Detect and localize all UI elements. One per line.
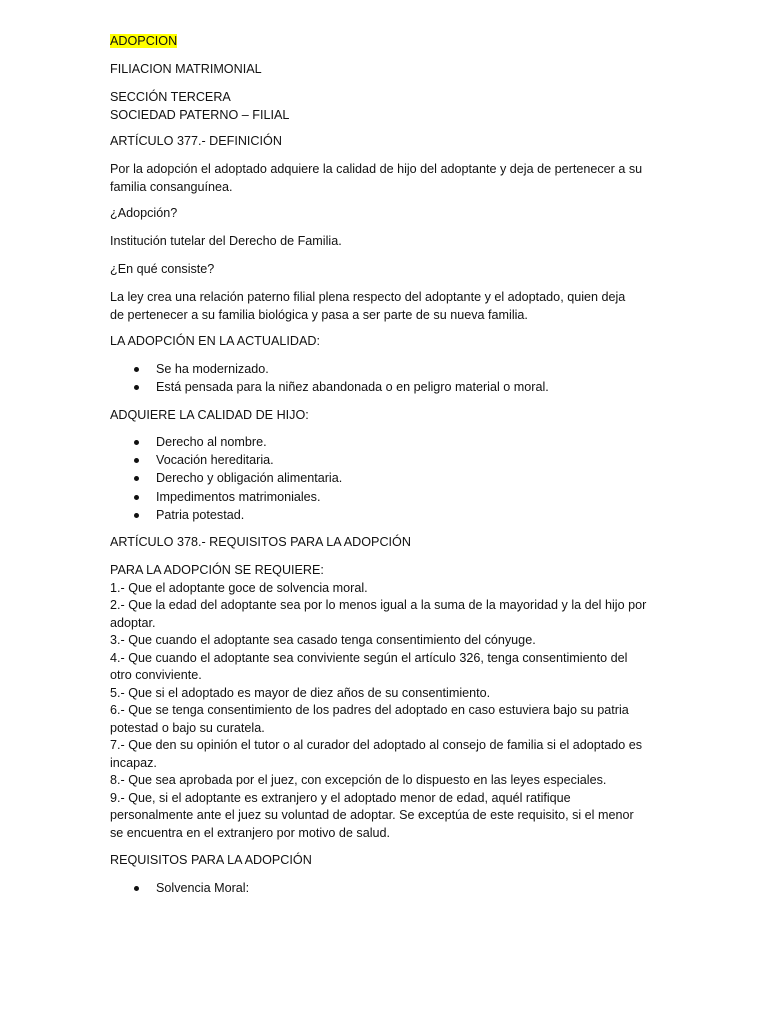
bullet-icon — [134, 495, 139, 500]
paragraph-line: familia consanguínea. — [110, 179, 233, 194]
section-name: SOCIEDAD PATERNO – FILIAL — [110, 107, 290, 122]
bullet-icon — [134, 385, 139, 390]
document-title — [110, 33, 670, 51]
requisito-line: potestad o bajo su curatela. — [110, 720, 265, 735]
list-item-text: Está pensada para la niñez abandonada o en peligro material o moral. — [156, 380, 549, 395]
bullet-icon — [134, 458, 139, 463]
requisito-line: 6.- Que se tenga consentimiento de los padres del adoptado en caso estuviera bajo su patria — [110, 703, 629, 717]
answer-adopcion: Institución tutelar del Derecho de Familia. — [110, 234, 342, 248]
requisito-line: 2.- Que la edad del adoptante sea por lo menos igual a la suma de la mayoridad y la del hijo por — [110, 598, 647, 612]
list-item — [110, 434, 670, 452]
requisito-line: 9.- Que, si el adoptante es extranjero y el adoptado menor de edad, aquél ratifique — [110, 790, 571, 805]
list-item-text: Derecho al nombre. — [156, 435, 267, 449]
title-highlight: ADOPCION — [110, 34, 178, 48]
article-378-heading: ARTÍCULO 378.- REQUISITOS PARA LA ADOPCIÓN — [110, 535, 411, 549]
bullet-icon — [134, 367, 139, 372]
list-item-text: Se ha modernizado. — [156, 362, 269, 376]
requisito-line: se encuentra en el extranjero por motivo de salud. — [110, 825, 391, 840]
question-adopcion: ¿Adopción? — [110, 206, 178, 220]
paragraph-line: Por la adopción el adoptado adquiere la calidad de hijo del adoptante y deja de pertenecer a su — [110, 162, 643, 176]
requisito-line: 4.- Que cuando el adoptante sea conviviente según el artículo 326, tenga consentimiento del — [110, 650, 628, 665]
requisito-line: personalmente ante el juez su voluntad de adoptar. Se exceptúa de este requisito, si el menor — [110, 808, 634, 822]
list-item — [110, 507, 670, 525]
requisitos-block — [110, 562, 670, 842]
requisito-line: 3.- Que cuando el adoptante sea casado tenga consentimiento del cónyuge. — [110, 633, 536, 647]
article-377-paragraph — [110, 161, 670, 196]
actualidad-list — [110, 361, 670, 397]
paragraph-line: de pertenecer a su familia biológica y pasa a ser parte de su nueva familia. — [110, 307, 528, 322]
requisito-line: 7.- Que den su opinión el tutor o al curador del adoptado al consejo de familia si el adoptado es — [110, 738, 643, 752]
question-consiste: ¿En qué consiste? — [110, 262, 215, 276]
bullet-icon — [134, 440, 139, 445]
list-item-text: Solvencia Moral: — [156, 881, 250, 895]
hijo-heading: ADQUIERE LA CALIDAD DE HIJO: — [110, 408, 309, 422]
actualidad-heading: LA ADOPCIÓN EN LA ACTUALIDAD: — [110, 334, 320, 348]
requisitos-list — [110, 880, 670, 898]
requisito-line: incapaz. — [110, 755, 157, 770]
requisito-line: adoptar. — [110, 615, 156, 630]
subtitle: FILIACION MATRIMONIAL — [110, 62, 262, 76]
article-377-heading: ARTÍCULO 377.- DEFINICIÓN — [110, 134, 282, 148]
requisitos-heading: REQUISITOS PARA LA ADOPCIÓN — [110, 853, 312, 867]
requisito-line: 1.- Que el adoptante goce de solvencia moral. — [110, 580, 368, 595]
requisito-line: otro conviviente. — [110, 668, 202, 682]
list-item — [110, 470, 670, 488]
list-item-text: Vocación hereditaria. — [156, 453, 274, 468]
list-item — [110, 361, 670, 379]
list-item — [110, 379, 670, 397]
list-item — [110, 452, 670, 470]
requisito-line: 5.- Que si el adoptado es mayor de diez años de su consentimiento. — [110, 685, 491, 700]
list-item — [110, 489, 670, 507]
section-heading — [110, 89, 670, 124]
section-label: SECCIÓN TERCERA — [110, 90, 231, 104]
answer-consiste — [110, 289, 670, 324]
paragraph-line: La ley crea una relación paterno filial plena respecto del adoptante y el adoptado, quien deja — [110, 290, 626, 304]
bullet-icon — [134, 886, 139, 891]
list-item-text: Derecho y obligación alimentaria. — [156, 471, 343, 486]
bullet-icon — [134, 513, 139, 518]
requisitos-intro: PARA LA ADOPCIÓN SE REQUIERE: — [110, 563, 324, 577]
requisito-line: 8.- Que sea aprobada por el juez, con excepción de lo dispuesto en las leyes especiales. — [110, 773, 607, 787]
bullet-icon — [134, 476, 139, 481]
list-item-text: Impedimentos matrimoniales. — [156, 489, 321, 504]
hijo-list — [110, 434, 670, 525]
list-item — [110, 880, 670, 898]
list-item-text: Patria potestad. — [156, 507, 245, 522]
